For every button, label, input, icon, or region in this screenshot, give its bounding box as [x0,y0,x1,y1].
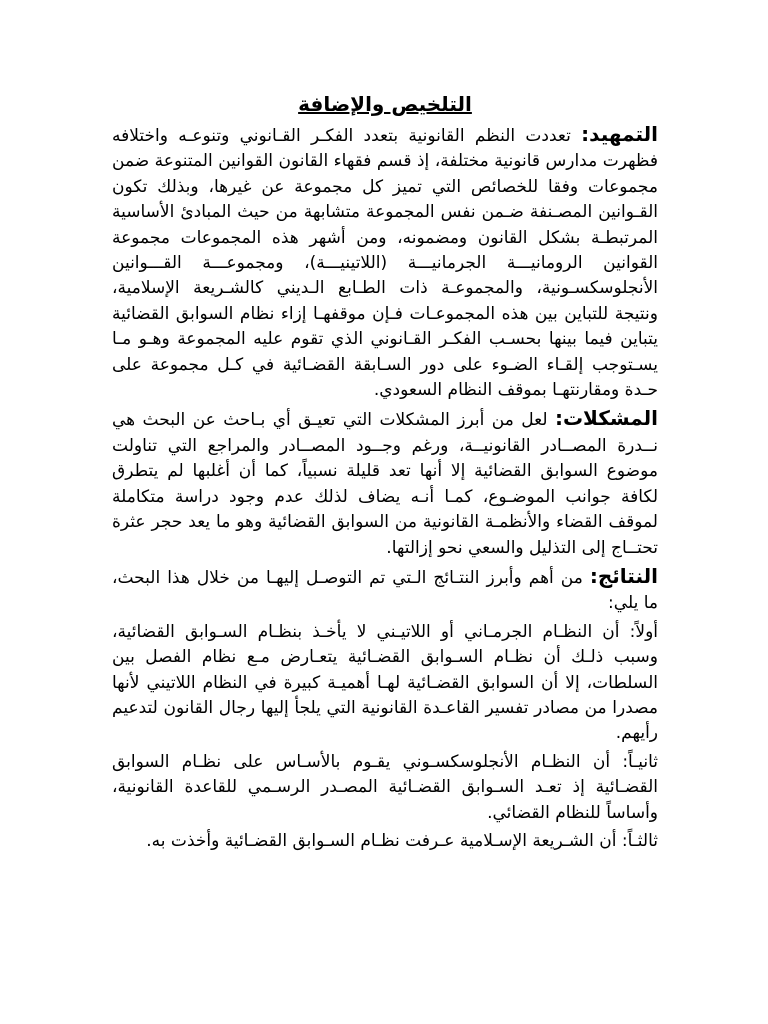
intro-label: التمهيد: [581,122,658,146]
problems-paragraph [112,406,658,560]
intro-paragraph [112,122,658,403]
document-page [112,90,658,857]
result-point-third: ثالثـاً: أن الشـريعة الإسـلامية عـرفت نظـام السـوابق القضـائية وأخذت به. [146,830,658,851]
results-text: من أهم وأبرز النتـائج الـتي تم التوصـل إليهـا من خلال هذا البحث، ما يلي: [112,567,658,614]
intro-text: تعددت النظم القانونية بتعدد الفكـر القـانوني وتنوعـه واختلافه فظهرت مدارس قانونية مختلفة، إذ قسم فقهاء القانون القوانين المتنوعة ضمن مجموعات وفقا للخصائص التي تميز كل مجموعة عن غيرها، وبذلك تكون القـوانين المصـنفة ضـمن نفس المجموعة متشابهة من حيث المبادئ الأساسية المرتبطـة بشكل القانون ومضمونه، ومن أشهر هذه المجموعات مجموعة القوانين الرومانيـــة الجرمانيـــة (اللاتينيـــة)، ومجموعـــة القـــوانين الأنجلوسكسـونية، والمجموعـة ذات الطـابع الـديني كالشـريعة الإسلامية، ونتيجة للتباين بين هذه المجموعـات فـإن موقفهـا إزاء نظام السوابق القضائية يتباين فيما بينها بحسـب الفكـر القـانوني الذي تقوم عليه المجموعة وهـو مـا يسـتوجب إلقـاء الضـوء على دور السـابقة القضـائية في كـل مجموعة على حـدة ومقارنتهـا بموقف النظام السعودي. [112,126,658,401]
results-label: النتائج: [589,563,658,588]
problems-label: المشكلات: [554,406,658,431]
result-point-second: ثانيـاً: أن النظـام الأنجلوسكسـوني يقـوم بالأسـاس على نظـام السوابق القضـائية إذ تعـد السـوابق القضـائية المصـدر الرسـمي للقاعدة القانونية، وأساساً للنظام القضائي. [112,751,658,823]
document-title: التلخيص والإضافة [298,92,472,116]
result-point-first: أولاً: أن النظـام الجرمـاني أو اللاتيـني لا يأخـذ بنظـام السـوابق القضائية، وسبب ذلـك أن نظـام السـوابق القضـائية يتعـارض مـع نظام الفصل بين السلطات، إلا أن السوابق القضـائية لهـا أهميـة كبيرة في النظام اللاتيني لأنها مصدرا من مصادر تفسير القاعـدة القانونية التي يلجأ إليها رجال القانون لتدعيم رأيهم. [112,621,658,744]
problems-text: لعل من أبرز المشكلات التي تعيـق أي بـاحث عن البحث هي نــدرة المصــادر القانونيــة، ورغم وجــود المصــادر والمراجع التي تناولت موضوع السوابق القضائية إلا أنها تعد قليلة نسبياً، كما أن أغلبها لم يتطرق لكافة جوانب الموضـوع، كمـا أنـه يضاف لذلك عدم وجود دراسة متكاملة لموقف القضاء والأنظمـة القانونية من السوابق القضائية وهو ما يعد حجر عثرة تحتــاج إلى التذليل والسعي نحو إزالتها. [112,410,658,558]
results-paragraph [112,564,658,617]
